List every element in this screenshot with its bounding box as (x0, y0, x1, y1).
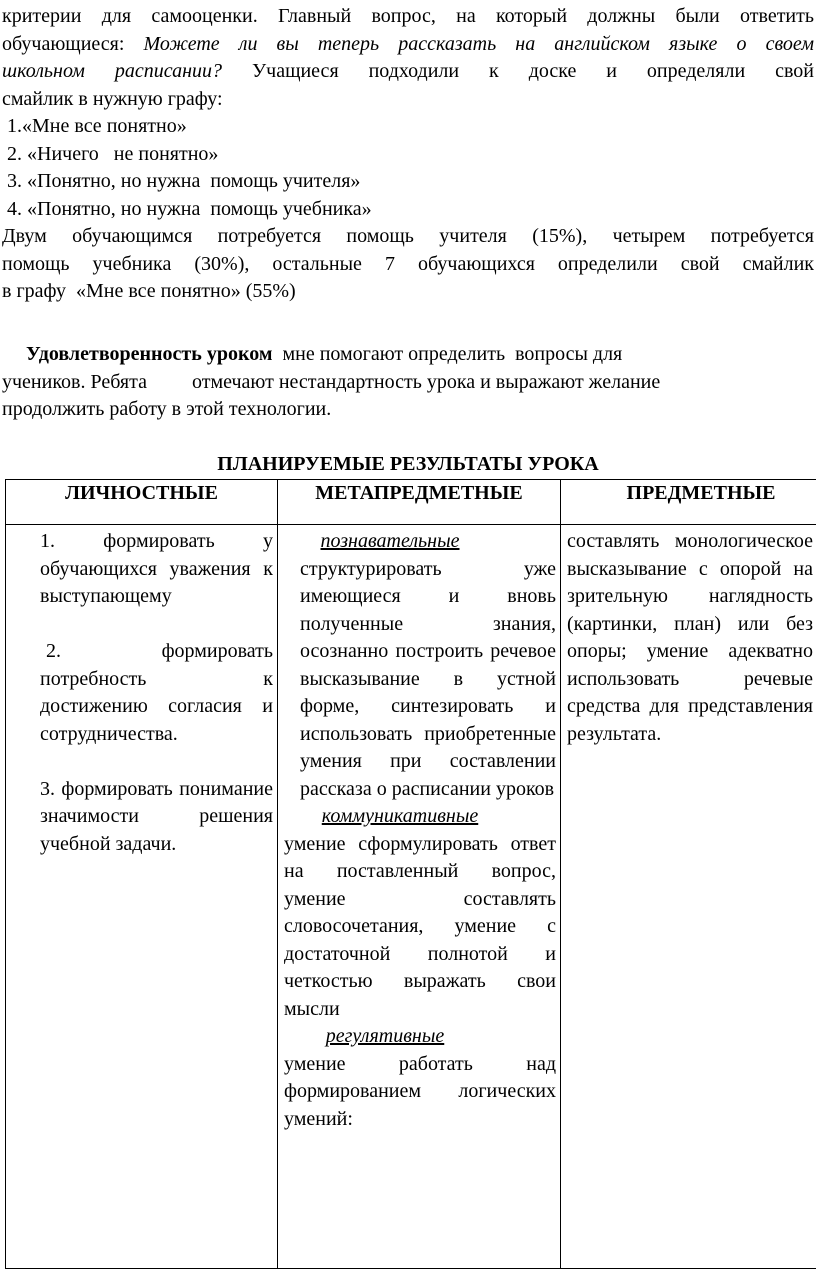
communicative-label: коммуникативные (284, 803, 556, 831)
criteria-item-2: 2. «Ничего не понятно» (2, 141, 814, 169)
intro-line-1: критерии для самооценки. Главный вопрос, на который должны были ответить (2, 3, 814, 31)
intro-line-2 (2, 31, 814, 59)
header-personal: ЛИЧНОСТНЫЕ (6, 480, 278, 525)
personal-item-2: 2. формировать потребность к достижению согласия и сотрудничества. (40, 638, 273, 748)
planned-results-table (5, 479, 816, 1269)
communicative-text: умение сформулировать ответ на поставленный вопрос, умение составлять словосочетания, умение с достаточной полнотой и четкостью выражать свои мысли (284, 831, 556, 1024)
satisfaction-text: мне помогают определить вопросы для (272, 343, 622, 365)
intro-line-4: смайлик в нужную графу: (2, 86, 814, 114)
satisfaction-line-3: продолжить работу в этой технологии. (2, 396, 814, 424)
intro-section (2, 3, 814, 306)
personal-cell (6, 525, 278, 1269)
cognitive-label: познавательные (284, 528, 556, 556)
satisfaction-heading: Удовлетворенность уроком (26, 343, 272, 365)
cognitive-text: структурировать уже имеющиеся и вновь полученные знания, осознанно построить речевое высказывание в устной форме, синтезировать и использовать приобретенные умения при составлении рассказа о расписании уроков (284, 556, 556, 804)
criteria-item-4: 4. «Понятно, но нужна помощь учебника» (2, 196, 814, 224)
results-line-1: Двум обучающимся потребуется помощь учителя (15%), четырем потребуется (2, 223, 814, 251)
satisfaction-section (2, 341, 814, 424)
table-title: ПЛАНИРУЕМЫЕ РЕЗУЛЬТАТЫ УРОКА (0, 451, 816, 479)
regulative-text: умение работать над формированием логических умений: (284, 1051, 556, 1134)
header-meta: МЕТАПРЕДМЕТНЫЕ (278, 480, 561, 525)
criteria-item-1: 1.«Мне все понятно» (2, 113, 814, 141)
table-header-row (6, 480, 816, 525)
personal-item-1: 1. формировать у обучающихся уважения к выступающему (40, 528, 273, 611)
subject-cell (561, 525, 816, 1269)
results-line-3: в графу «Мне все понятно» (55%) (2, 278, 814, 306)
meta-cell (278, 525, 561, 1269)
regulative-label: регулятивные (284, 1023, 556, 1051)
personal-item-3: 3. формировать понимание значимости решения учебной задачи. (40, 776, 273, 859)
satisfaction-line-1 (2, 341, 814, 369)
table-row (6, 525, 816, 1269)
intro-text: Учащиеся подходили к доске и определяли свой (222, 60, 814, 82)
intro-line-3 (2, 58, 814, 86)
subject-text: составлять монологическое высказывание с опорой на зрительную наглядность (картинки, план) или без опоры; умение адекватно использовать речевые средства для представления результата. (567, 528, 813, 748)
results-line-2: помощь учебника (30%), остальные 7 обучающихся определили свой смайлик (2, 251, 814, 279)
header-subject: ПРЕДМЕТНЫЕ (561, 480, 816, 525)
criteria-item-3: 3. «Понятно, но нужна помощь учителя» (2, 168, 814, 196)
intro-text: обучающиеся: (2, 33, 144, 55)
satisfaction-line-2: учеников. Ребята отмечают нестандартность урока и выражают желание (2, 369, 814, 397)
intro-question: Можете ли вы теперь рассказать на английском языке о своем (144, 33, 815, 55)
intro-question-end: школьном расписании? (2, 60, 222, 82)
